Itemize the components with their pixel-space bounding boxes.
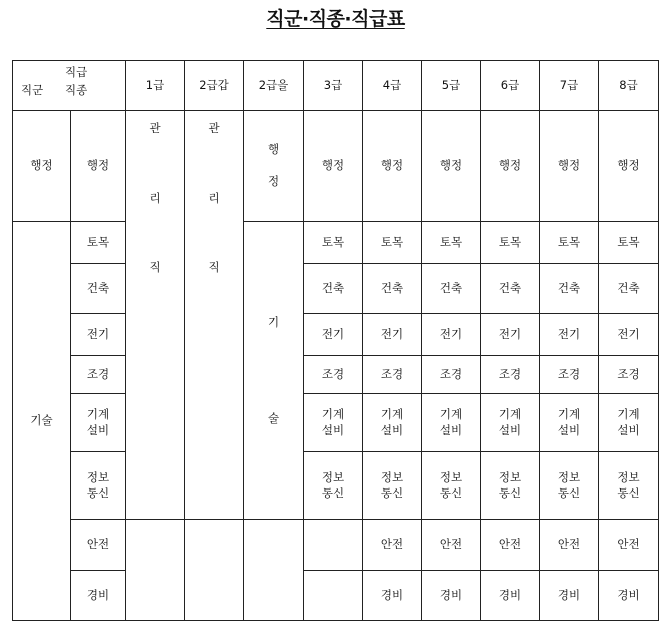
grade-cell: 전기: [363, 314, 422, 356]
grade-cell: 전기: [540, 314, 599, 356]
grade-cell: 정보 통신: [540, 452, 599, 520]
grade-header: 5급: [422, 61, 481, 111]
group-admin-cell: 행정: [13, 111, 71, 222]
grade-cell: 토목: [481, 222, 540, 264]
grade-cell: 안전: [599, 520, 659, 571]
type-admin-cell: 행정: [71, 111, 126, 222]
tech-row-safety: [13, 520, 659, 571]
grade-cell: 정보 통신: [304, 452, 363, 520]
grade-cell: 경비: [540, 571, 599, 621]
tech-row-architecture: [13, 264, 659, 314]
tech-row-civil: [13, 222, 659, 264]
type-cell: 기계 설비: [71, 394, 126, 452]
grade-cell: 정보 통신: [422, 452, 481, 520]
type-cell: 정보 통신: [71, 452, 126, 520]
grade-cell: 정보 통신: [599, 452, 659, 520]
admin-grade-cell: 행정: [304, 111, 363, 222]
grade-cell: 건축: [540, 264, 599, 314]
grade-cell: 전기: [481, 314, 540, 356]
tech-row-landscape: [13, 356, 659, 394]
tech-row-electric: [13, 314, 659, 356]
grade2a-empty-cell: [185, 520, 244, 621]
grade-cell: 정보 통신: [363, 452, 422, 520]
grade-cell: 조경: [304, 356, 363, 394]
grade-cell: 기계 설비: [422, 394, 481, 452]
grade-cell: 기계 설비: [481, 394, 540, 452]
grade-cell: 기계 설비: [363, 394, 422, 452]
grade-cell: 전기: [599, 314, 659, 356]
tech-row-security: [13, 571, 659, 621]
type-cell: 경비: [71, 571, 126, 621]
grade-table: [12, 60, 659, 621]
grade-header: 8급: [599, 61, 659, 111]
admin-row: [13, 111, 659, 222]
grade-cell: 경비: [363, 571, 422, 621]
grade-cell: 경비: [422, 571, 481, 621]
type-cell: 조경: [71, 356, 126, 394]
group-tech-cell: 기술: [13, 222, 71, 621]
grade-cell: 전기: [304, 314, 363, 356]
grade-cell: 건축: [363, 264, 422, 314]
grade-cell: 토목: [540, 222, 599, 264]
page-title: 직군·직종·직급표: [266, 8, 405, 30]
grade1-empty-cell: [126, 520, 185, 621]
grade-cell: 안전: [422, 520, 481, 571]
grade-cell: 조경: [599, 356, 659, 394]
grade-cell: 정보 통신: [481, 452, 540, 520]
grade-cell: 토목: [363, 222, 422, 264]
grade-cell: 경비: [481, 571, 540, 621]
type-cell: 안전: [71, 520, 126, 571]
tech-row-ict: [13, 452, 659, 520]
grade-cell: 기계 설비: [540, 394, 599, 452]
type-cell: 전기: [71, 314, 126, 356]
grade-header: 2급갑: [185, 61, 244, 111]
grade-cell: 조경: [363, 356, 422, 394]
grade-cell: 기계 설비: [599, 394, 659, 452]
grade2b-tech-label: 기 술: [267, 314, 280, 425]
corner-type-label: 직종: [65, 83, 88, 97]
grade-cell: 건축: [422, 264, 481, 314]
grade-header: 2급을: [244, 61, 304, 111]
grade-cell: 조경: [481, 356, 540, 394]
grade-cell: 안전: [540, 520, 599, 571]
corner-group-label: 직군: [21, 83, 44, 97]
tech-row-mechanical: [13, 394, 659, 452]
grade-cell: 전기: [422, 314, 481, 356]
grade-empty-cell: [304, 520, 363, 571]
grade-header: 3급: [304, 61, 363, 111]
grade-header: 1급: [126, 61, 185, 111]
header-corner-cell: [13, 61, 126, 111]
grade-cell: 기계 설비: [304, 394, 363, 452]
grade-cell: 토목: [304, 222, 363, 264]
grade-header: 6급: [481, 61, 540, 111]
corner-grade-label: 직급: [65, 65, 88, 79]
grade2a-mgmt-label: 관 리 직: [208, 121, 220, 275]
grade-header: 4급: [363, 61, 422, 111]
grade-cell: 조경: [422, 356, 481, 394]
grade-empty-cell: [304, 571, 363, 621]
header-row: [13, 61, 659, 111]
grade-cell: 경비: [599, 571, 659, 621]
grade-cell: 토목: [422, 222, 481, 264]
type-cell: 건축: [71, 264, 126, 314]
admin-grade-cell: 행정: [599, 111, 659, 222]
grade1-mgmt-cell: [126, 111, 185, 520]
grade2b-admin-label: 행 정: [267, 142, 280, 188]
admin-grade-cell: 행정: [540, 111, 599, 222]
grade2b-admin-cell: [244, 111, 304, 222]
admin-grade-cell: 행정: [422, 111, 481, 222]
grade-header: 7급: [540, 61, 599, 111]
admin-grade-cell: 행정: [481, 111, 540, 222]
grade-cell: 안전: [363, 520, 422, 571]
grade-cell: 건축: [304, 264, 363, 314]
admin-grade-cell: 행정: [363, 111, 422, 222]
grade-cell: 건축: [599, 264, 659, 314]
grade2b-empty-cell: [244, 520, 304, 621]
grade-cell: 조경: [540, 356, 599, 394]
grade2b-tech-cell: [244, 222, 304, 520]
type-cell: 토목: [71, 222, 126, 264]
grade1-mgmt-label: 관 리 직: [149, 121, 161, 275]
grade-cell: 건축: [481, 264, 540, 314]
grade-cell: 토목: [599, 222, 659, 264]
grade2a-mgmt-cell: [185, 111, 244, 520]
grade-cell: 안전: [481, 520, 540, 571]
